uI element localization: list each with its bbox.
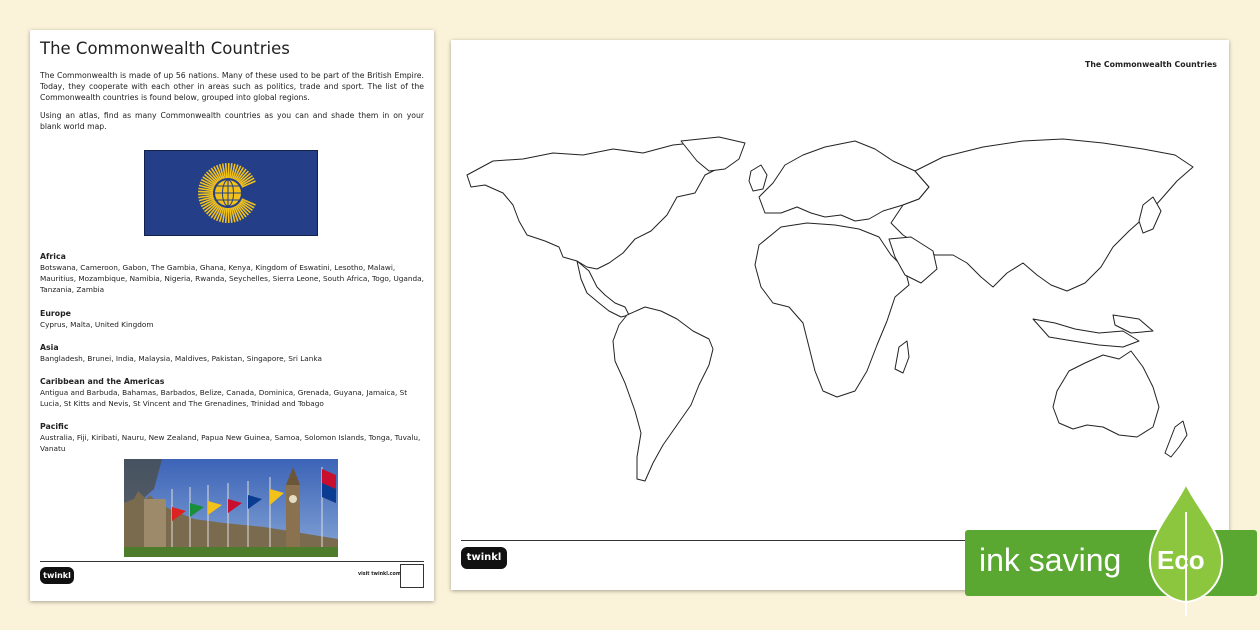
- world-map-sheet: [451, 40, 1229, 590]
- region-africa: [40, 251, 428, 295]
- visit-link-text: visit twinkl.com: [358, 572, 401, 577]
- uk-outline: [749, 165, 767, 191]
- region-countries: Bangladesh, Brunei, India, Malaysia, Maldives, Pakistan, Singapore, Sri Lanka: [40, 354, 322, 363]
- region-countries: Antigua and Barbuda, Bahamas, Barbados, Belize, Canada, Dominica, Grenada, Guyana, Jamaica, St Lucia, St Kitts and Nevis, St Vincent and The Grenadines, Trinidad and Tobago: [40, 388, 408, 408]
- africa-outline: [755, 223, 909, 397]
- region-heading: Europe: [40, 309, 71, 318]
- region-countries: Botswana, Cameroon, Gabon, The Gambia, Ghana, Kenya, Kingdom of Eswatini, Lesotho, Malawi, Mauritius, Mozambique, Namibia, Nigeria, Rwanda, Seychelles, Sierra Leone, South Africa, Togo, Uganda, Tanzania, Zambia: [40, 263, 424, 294]
- region-heading: Caribbean and the Americas: [40, 377, 165, 386]
- intro-paragraph: The Commonwealth is made of up 56 nations. Many of these used to be part of the British Empire. Today, they cooperate with each other in areas such as politics, trade and sport. The list of the Commonwealth countries is found below, grouped into global regions.: [40, 71, 424, 102]
- blank-world-map: [463, 135, 1203, 495]
- south-america-outline: [613, 307, 713, 481]
- region-asia: [40, 342, 428, 364]
- new-guinea-outline: [1113, 315, 1153, 333]
- region-countries: Cyprus, Malta, United Kingdom: [40, 320, 154, 329]
- region-heading: Asia: [40, 343, 59, 352]
- qr-badge-icon: [400, 564, 424, 588]
- madagascar-outline: [895, 341, 909, 373]
- instruction-paragraph: Using an atlas, find as many Commonwealth countries as you can and shade them in on your blank world map.: [40, 111, 424, 131]
- australia-outline: [1053, 351, 1159, 437]
- region-heading: Africa: [40, 252, 66, 261]
- region-pacific: [40, 421, 428, 454]
- twinkl-logo: twinkl: [461, 547, 507, 569]
- region-countries: Australia, Fiji, Kiribati, Nauru, New Zealand, Papua New Guinea, Samoa, Solomon Islands, Tonga, Tuvalu, Vanatu: [40, 433, 421, 453]
- map-title: The Commonwealth Countries: [1085, 60, 1217, 69]
- footer-divider: [40, 561, 424, 562]
- emblem-ray: [198, 194, 213, 195]
- region-caribbean-americas: [40, 376, 428, 409]
- region-heading: Pacific: [40, 422, 69, 431]
- flags-london-photo: [124, 459, 338, 557]
- new-zealand-outline: [1165, 421, 1187, 457]
- info-sheet: [30, 30, 434, 601]
- ink-saving-label: ink saving: [979, 542, 1122, 578]
- region-europe: [40, 308, 428, 330]
- emblem-ray: [198, 191, 213, 192]
- commonwealth-flag-image: [144, 150, 318, 236]
- eco-label: Eco: [1157, 545, 1205, 575]
- central-america-outline: [577, 261, 629, 317]
- page-title: The Commonwealth Countries: [40, 39, 290, 58]
- twinkl-logo: twinkl: [40, 567, 74, 584]
